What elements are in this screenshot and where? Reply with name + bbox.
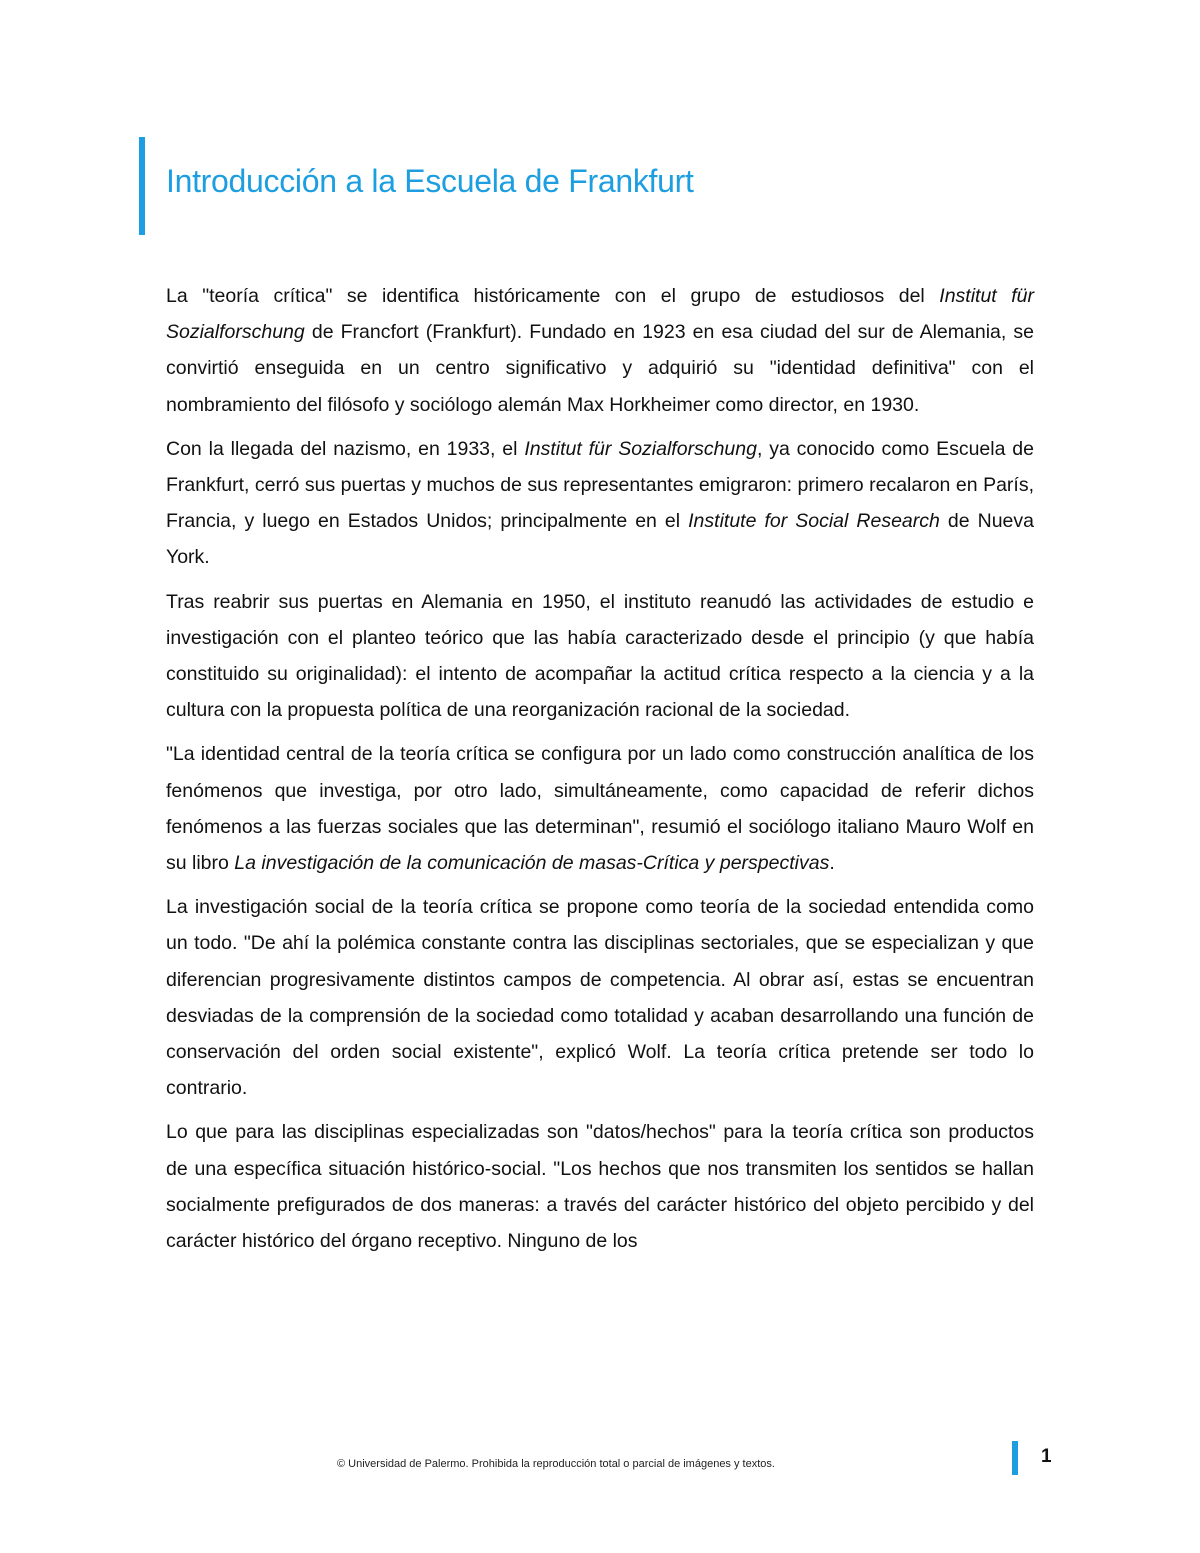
page-number: 1: [1041, 1446, 1052, 1467]
footer-copyright: © Universidad de Palermo. Prohibida la reproducción total o parcial de imágenes y textos.: [337, 1458, 775, 1470]
italic-text-run: Institut für Sozialforschung: [524, 437, 757, 460]
paragraph: [166, 1114, 1034, 1259]
title-accent-bar: [139, 137, 145, 235]
paragraph: [166, 431, 1034, 576]
text-run: Con la llegada del nazismo, en 1933, el: [166, 437, 525, 460]
text-run: Lo que para las disciplinas especializadas son "datos/hechos" para la teoría crítica son productos de una específica situación histórico-social. "Los hechos que nos transmiten los sentidos se hallan socialmente prefigurados de dos maneras: a través del carácter histórico del objeto percibido y del carácter histórico del órgano receptivo. Ninguno de los: [166, 1121, 1034, 1253]
text-run: La "teoría crítica" se identifica históricamente con el grupo de estudiosos del: [166, 285, 940, 307]
paragraph: [166, 736, 1034, 881]
paragraph: [166, 889, 1034, 1106]
text-run: de Francfort (Frankfurt). Fundado en 1923 en esa ciudad del sur de Alemania, se convirtió enseguida en un centro significativo y adquirió su "identidad definitiva" con el nombramiento del filósofo y sociólogo alemán Max Horkheimer como director, en 1930.: [166, 321, 1034, 416]
italic-text-run: La investigación de la comunicación de masas-Crítica y perspectivas: [234, 852, 830, 875]
italic-text-run: Institute for Social Research: [688, 510, 940, 533]
paragraph: [166, 584, 1034, 729]
document-body: [166, 278, 1034, 1267]
document-title: Introducción a la Escuela de Frankfurt: [166, 163, 694, 199]
text-run: Tras reabrir sus puertas en Alemania en 1950, el instituto reanudó las actividades de estudio e investigación con el planteo teórico que las había caracterizado desde el principio (y que había constituido su originalidad): el intento de acompañar la actitud crítica respecto a la ciencia y a la cultura con la propuesta política de una reorganización racional de la sociedad.: [166, 590, 1034, 722]
text-run: La investigación social de la teoría crítica se propone como teoría de la sociedad entendida como un todo. "De ahí la polémica constante contra las disciplinas sectoriales, que se especializan y que diferencian progresivamente distintos campos de competencia. Al obrar así, estas se encuentran desviadas de la comprensión de la sociedad como totalidad y acaban desarrollando una función de conservación del orden social existente", explicó Wolf. La teoría crítica pretende ser todo lo contrario.: [166, 896, 1034, 1100]
text-run: .: [829, 852, 835, 875]
italic-text-run: Institut für Sozialforschung: [166, 285, 1034, 344]
text-run: de Nueva York.: [166, 510, 1034, 569]
paragraph: [166, 278, 1034, 423]
text-run: , ya conocido como Escuela de Frankfurt, cerró sus puertas y muchos de sus representantes emigraron: primero recalaron en París, Francia, y luego en Estados Unidos; principalmente en el: [166, 437, 1034, 533]
text-run: "La identidad central de la teoría crítica se configura por un lado como construcción analítica de los fenómenos que investiga, por otro lado, simultáneamente, como capacidad de referir dichos fenómenos a las fuerzas sociales que las determinan", resumió el sociólogo italiano Mauro Wolf en su libro: [166, 743, 1034, 875]
footer-accent-bar: [1012, 1441, 1018, 1475]
